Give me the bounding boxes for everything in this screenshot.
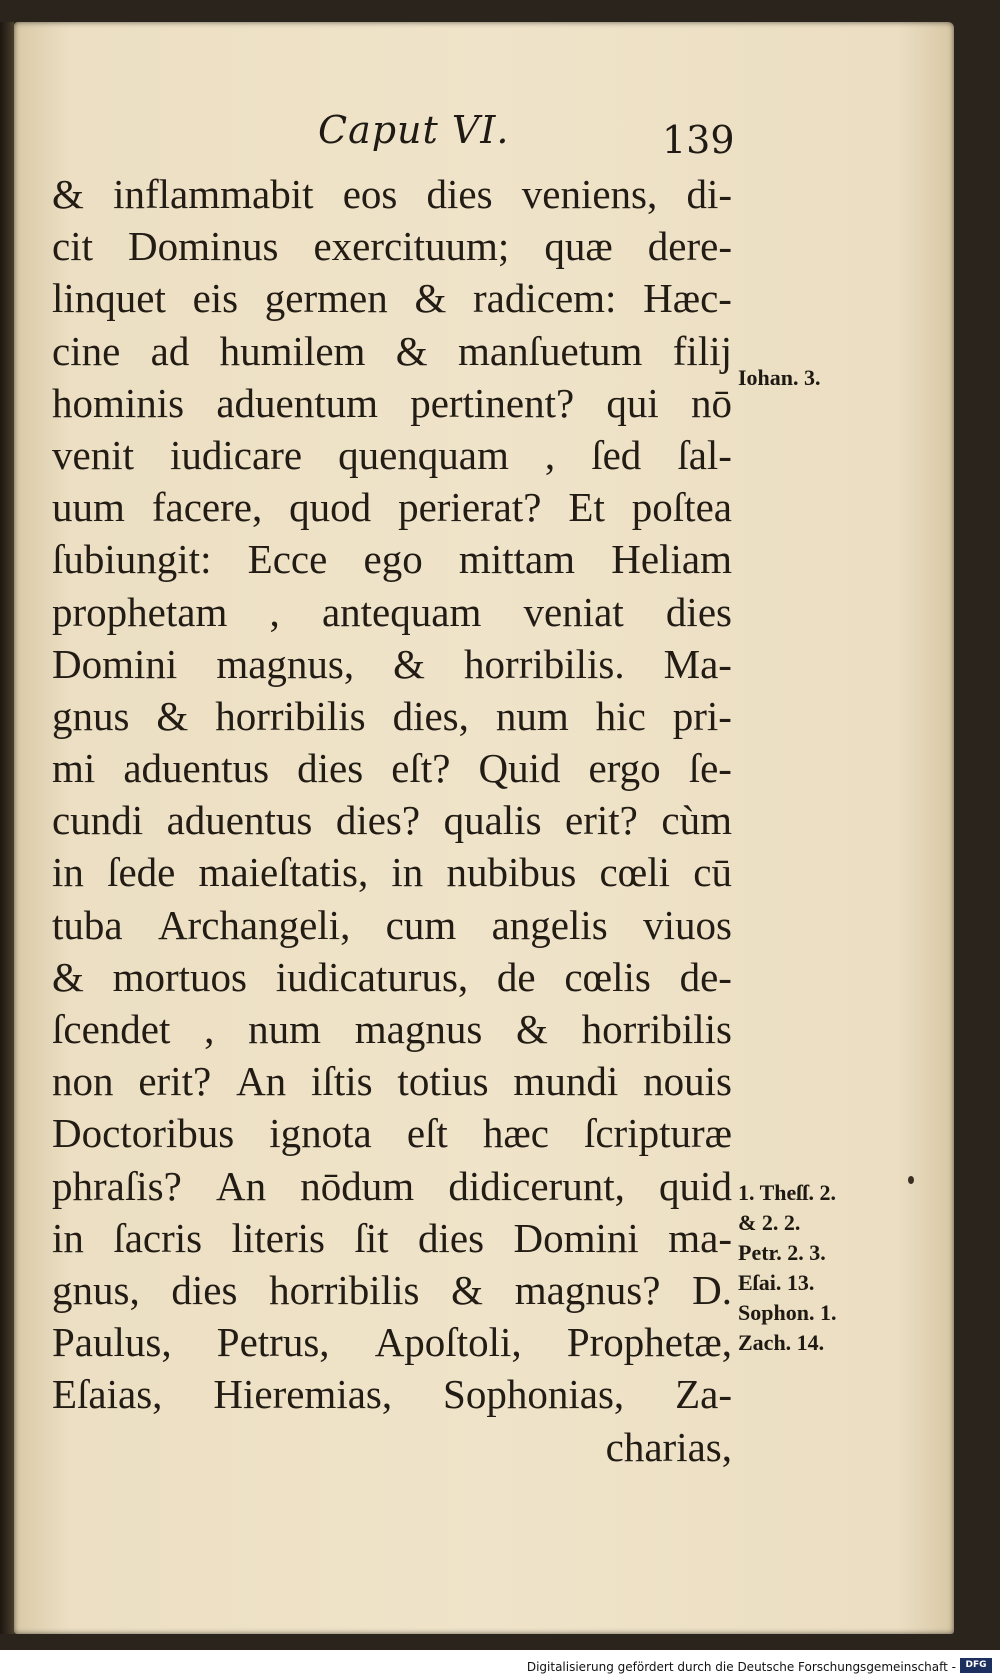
- text-line: uum facere, quod perierat? Et poſtea: [52, 484, 732, 531]
- text-line: Paulus, Petrus, Apoſtoli, Prophetæ,: [52, 1319, 732, 1366]
- dfg-logo: DFG: [960, 1658, 992, 1673]
- running-title: Caput VI.: [318, 108, 510, 152]
- text-line: cine ad humilem & manſuetum filij: [52, 327, 732, 374]
- text-line: non erit? An iſtis totius mundi nouis: [52, 1058, 732, 1105]
- margin-note: & 2. 2.: [738, 1210, 801, 1235]
- text-line: gnus & horribilis dies, num hic pri-: [52, 692, 732, 739]
- margin-note: Petr. 2. 3.: [738, 1240, 826, 1265]
- text-line: gnus, dies horribilis & magnus? D.: [52, 1266, 732, 1313]
- text-line: Eſaias, Hieremias, Sophonias, Za-: [52, 1371, 732, 1418]
- margin-note: Sophon. 1.: [738, 1300, 837, 1325]
- text-line: ſubiungit: Ecce ego mittam Heliam: [52, 536, 732, 583]
- text-line: cundi aduentus dies? qualis erit? cùm: [52, 797, 732, 844]
- body-text: [52, 168, 732, 1473]
- text-line: prophetam , antequam veniat dies: [52, 588, 732, 635]
- text-line: in ſede maieſtatis, in nubibus cœli cū: [52, 849, 732, 896]
- text-line: mi aduentus dies eſt? Quid ergo ſe-: [52, 745, 732, 792]
- text-line: & mortuos iudicaturus, de cœlis de-: [52, 953, 732, 1000]
- margin-note: Eſai. 13.: [738, 1270, 815, 1295]
- book-spine: [0, 22, 14, 1634]
- text-line: tuba Archangeli, cum angelis viuos: [52, 901, 732, 948]
- text-line: charias,: [605, 1423, 732, 1470]
- text-line: phraſis? An nōdum didicerunt, quid: [52, 1162, 732, 1209]
- margin-note: 1. Theſſ. 2.: [738, 1180, 837, 1205]
- margin-note: Iohan. 3.: [738, 365, 821, 390]
- text-line: hominis aduentum pertinent? qui nō: [52, 379, 732, 426]
- text-line: Domini magnus, & horribilis. Ma-: [52, 640, 732, 687]
- text-line: venit iudicare quenquam , ſed ſal-: [52, 431, 732, 478]
- text-line: in ſacris literis ſit dies Domini ma-: [52, 1214, 732, 1261]
- text-line: & inflammabit eos dies veniens, di-: [52, 171, 732, 217]
- ink-speck: [908, 1176, 914, 1184]
- digitization-credit: Digitalisierung gefördert durch die Deutsche Forschungsgemeinschaft -: [526, 1660, 956, 1674]
- margin-note: Zach. 14.: [738, 1330, 825, 1355]
- text-line: cit Dominus exercituum; quæ dere-: [52, 223, 732, 270]
- page-number: 139: [662, 118, 735, 162]
- text-line: ſcendet , num magnus & horribilis: [52, 1006, 732, 1052]
- text-line: Doctoribus ignota eſt hæc ſcripturæ: [52, 1110, 732, 1157]
- text-line: linquet eis germen & radicem: Hæc-: [52, 275, 732, 322]
